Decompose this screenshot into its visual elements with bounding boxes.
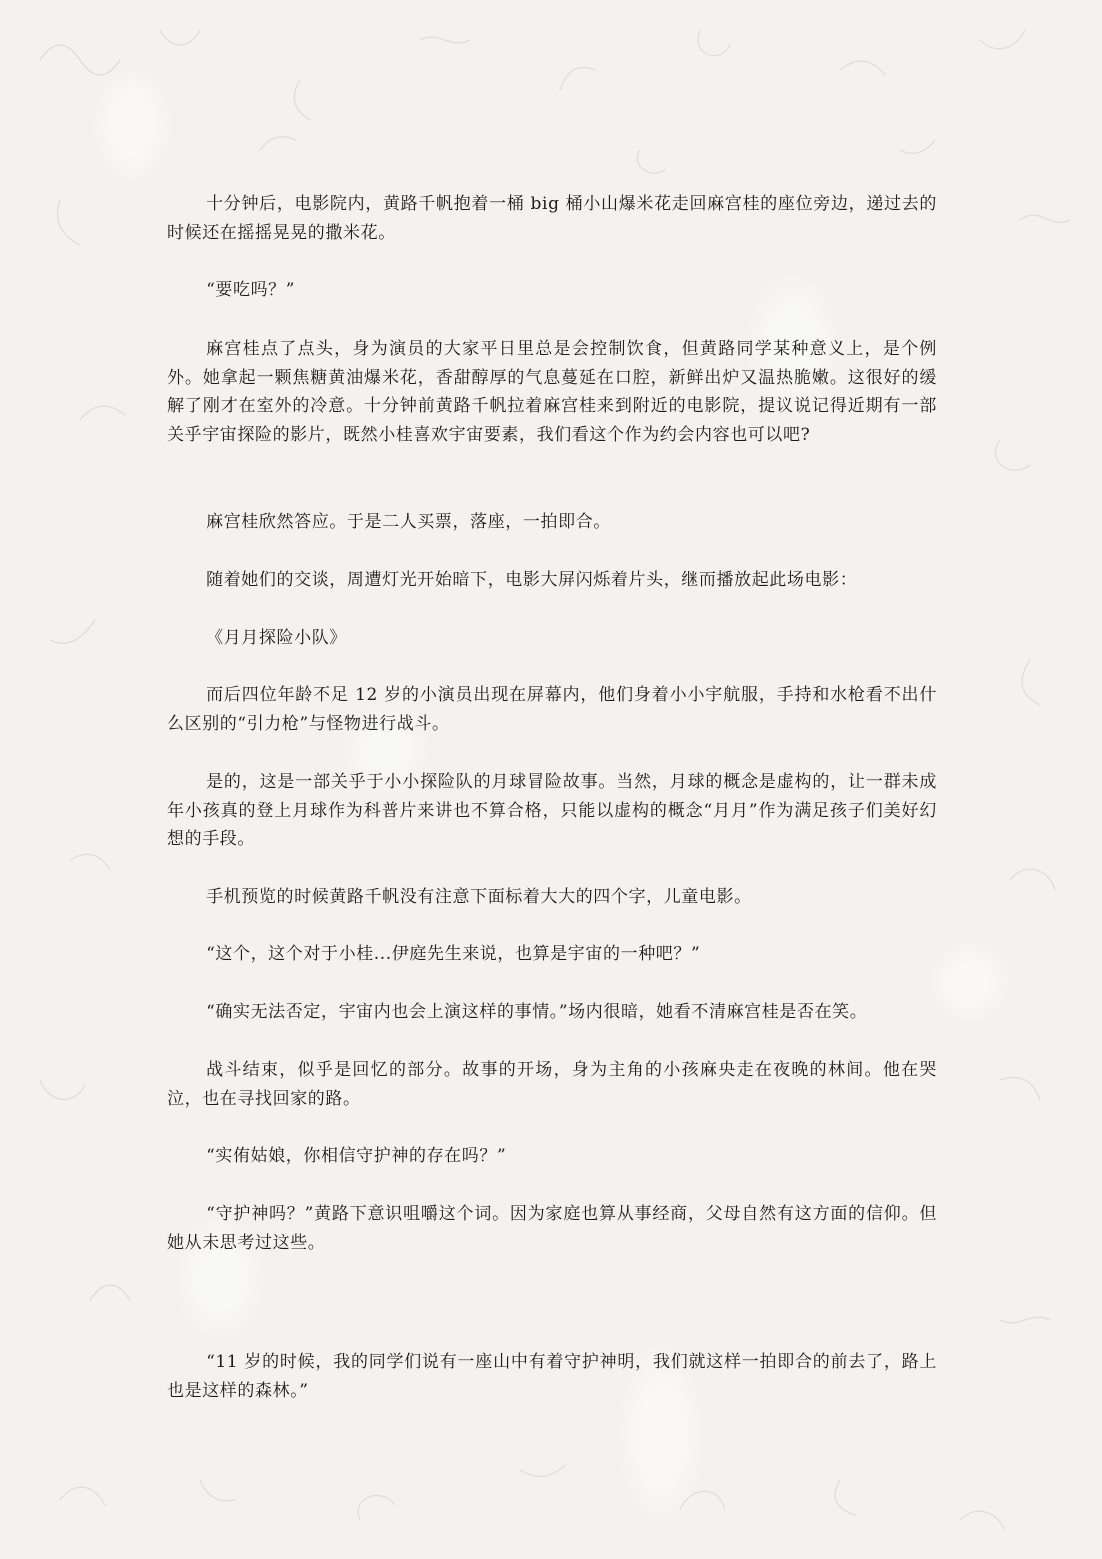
paragraph: 《月月探险小队》: [206, 628, 347, 648]
paragraph: 麻宫桂欣然答应。于是二人买票，落座，一拍即合。: [206, 512, 611, 532]
paragraph: “11 岁的时候，我的同学们说有一座山中有着守护神明，我们就这样一拍即合的前去了，路上也是这样的森林。”: [167, 1352, 937, 1401]
paragraph: “要吃吗？”: [206, 280, 296, 300]
paragraph: 战斗结束，似乎是回忆的部分。故事的开场，身为主角的小孩麻央走在夜晚的林间。他在哭泣，也在寻找回家的路。: [167, 1060, 937, 1109]
paragraph: “守护神吗？”黄路下意识咀嚼这个词。因为家庭也算从事经商，父母自然有这方面的信仰。但她从未思考过这些。: [167, 1204, 937, 1253]
paragraph: 是的，这是一部关乎于小小探险队的月球冒险故事。当然，月球的概念是虚构的，让一群未成年小孩真的登上月球作为科普片来讲也不算合格，只能以虚构的概念“月月”作为满足孩子们美好幻想的手段。: [167, 772, 937, 850]
paragraph: 十分钟后，电影院内，黄路千帆抱着一桶 big 桶小山爆米花走回麻宫桂的座位旁边，递过去的时候还在摇摇晃晃的撒米花。: [167, 194, 937, 243]
paragraph: 手机预览的时候黄路千帆没有注意下面标着大大的四个字，儿童电影。: [206, 887, 752, 907]
paragraph: 随着她们的交谈，周遭灯光开始暗下，电影大屏闪烁着片头，继而播放起此场电影：: [206, 570, 858, 590]
paragraph: 麻宫桂点了点头，身为演员的大家平日里总是会控制饮食，但黄路同学某种意义上，是个例外。她拿起一颗焦糖黄油爆米花，香甜醇厚的气息蔓延在口腔，新鲜出炉又温热脆嫩。这很好的缓解了刚才在室外的冷意。十分钟前黄路千帆拉着麻宫桂来到附近的电影院，提议说记得近期有一部关乎宇宙探险的影片，既然小桂喜欢宇宙要素，我们看这个作为约会内容也可以吧?: [167, 339, 937, 445]
paragraph: “实侑姑娘，你相信守护神的存在吗？”: [206, 1146, 507, 1166]
paragraph: “这个，这个对于小桂...伊庭先生来说，也算是宇宙的一种吧？”: [206, 944, 701, 964]
paragraph: 而后四位年龄不足 12 岁的小演员出现在屏幕内，他们身着小小宇航服，手持和水枪看不出什么区别的“引力枪”与怪物进行战斗。: [167, 685, 937, 734]
paragraph: “确实无法否定，宇宙内也会上演这样的事情。”场内很暗，她看不清麻宫桂是否在笑。: [206, 1002, 868, 1022]
